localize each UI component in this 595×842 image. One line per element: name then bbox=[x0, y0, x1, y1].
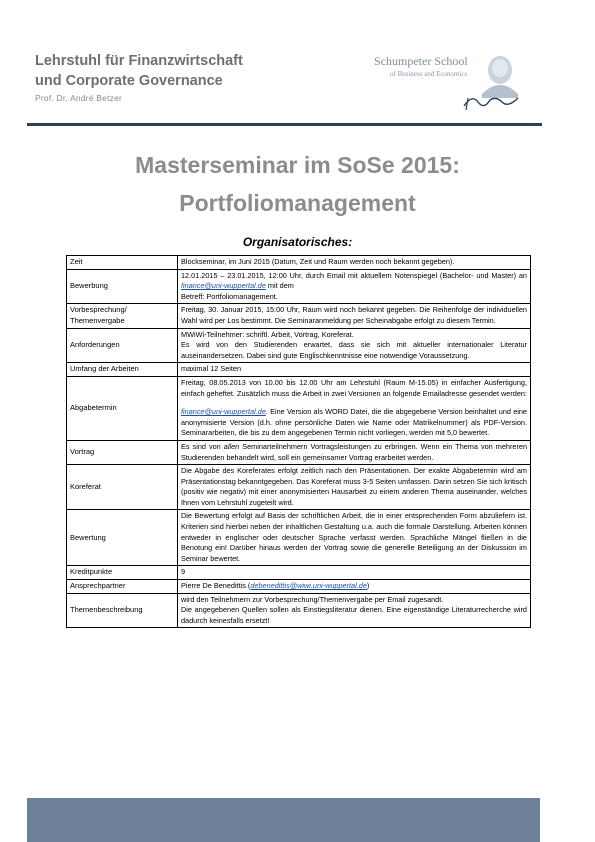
row-label: Umfang der Arbeiten bbox=[67, 363, 178, 377]
row-value bbox=[178, 440, 531, 464]
row-label: Zeit bbox=[67, 256, 178, 270]
contact-name: Pierre De Benedittis ( bbox=[181, 581, 251, 591]
table-row bbox=[67, 376, 531, 440]
header-divider bbox=[27, 123, 542, 126]
contact-email-link[interactable]: debenedittis@wiwi.uni-wuppertal.de bbox=[250, 581, 367, 591]
section-heading: Organisatorisches: bbox=[242, 235, 353, 249]
document-title-line1: Masterseminar im SoSe 2015: bbox=[135, 152, 460, 178]
row-value: maximal 12 Seiten bbox=[178, 363, 531, 377]
table-row bbox=[67, 465, 531, 510]
chair-name-line1: Lehrstuhl für Finanzwirtschaft bbox=[35, 53, 243, 69]
portrait-signature-icon bbox=[460, 50, 524, 112]
document-title-line2: Portfoliomanagement bbox=[179, 190, 416, 216]
row-value bbox=[178, 328, 531, 363]
row-label: Kreditpunkte bbox=[67, 566, 178, 580]
logo-wordmark: Schumpeter School bbox=[374, 54, 468, 68]
organisation-table bbox=[66, 255, 531, 628]
contact-close: ) bbox=[366, 581, 370, 591]
application-subject: Betreff: Portfoliomanagement. bbox=[181, 291, 278, 301]
row-value: Die Bewertung erfolgt auf Basis der schriftlichen Arbeit, die in einer entsprechenden Form abzuliefern ist. Kriterien sind hierbei neben der inhaltlichen Gestaltung u.a. auch die formale Darstellung. Arbeiten können entweder in englischer oder deutscher Sprache verfasst werden. Sprachliche Mängel fließen in die Benotung ein! Darüber hinaus werden der Vortrag sowie die generelle Beteiligung an der Diskussion im Seminar bewertet. bbox=[178, 510, 531, 566]
application-text: 12.01.2015 – 23.01.2015, 12:00 Uhr, durch Email mit aktuellem Notenspiegel (Bachelor- und Master) an bbox=[181, 270, 527, 280]
deadline-email-link[interactable]: finance@uni-wuppertal.de bbox=[181, 407, 266, 417]
row-value: 9 bbox=[178, 566, 531, 580]
footer-band bbox=[27, 798, 540, 842]
application-email-link[interactable]: finance@uni-wuppertal.de bbox=[181, 281, 266, 291]
row-label: Bewerbung bbox=[67, 269, 178, 304]
row-value bbox=[178, 376, 531, 440]
table-row bbox=[67, 256, 531, 270]
row-label: Anforderungen bbox=[67, 328, 178, 363]
talk-emphasis: allen bbox=[223, 441, 240, 451]
row-label: Koreferat bbox=[67, 465, 178, 510]
table-row bbox=[67, 510, 531, 566]
talk-text-pre: Es sind von bbox=[181, 441, 224, 451]
professor-name: Prof. Dr. André Betzer bbox=[35, 93, 123, 103]
table-row bbox=[67, 269, 531, 304]
schumpeter-school-logo bbox=[374, 50, 524, 112]
row-label: Bewertung bbox=[67, 510, 178, 566]
row-label: Ansprechpartner bbox=[67, 580, 178, 594]
table-row bbox=[67, 566, 531, 580]
chair-header bbox=[35, 51, 243, 103]
row-label: Themenbeschreibung bbox=[67, 593, 178, 628]
logo-subline: of Business and Economics bbox=[390, 70, 468, 78]
deadline-para2: . Eine Version als WORD Datei, die die abgegebene Version beinhaltet und eine anonymisierte Version (d.h. ohne persönliche Daten wie Name oder Matrikelnummer) als PDF-Version. Seminararbeiten, die bis zu dem angegebenen Termin nicht vorliegen, werden mit 5,0 bewertet. bbox=[181, 407, 527, 438]
talk-text-post: Seminarteilnehmern Vortragsleistungen zu erbringen. Wenn ein Thema von mehreren Studierenden behandelt wird, soll ein gemeinsamer Vortrag erarbeitet werden. bbox=[181, 441, 527, 462]
row-label: Vorbesprechung/ Themenvergabe bbox=[67, 304, 178, 328]
row-label: Vortrag bbox=[67, 440, 178, 464]
table-row bbox=[67, 328, 531, 363]
table-row bbox=[67, 363, 531, 377]
row-value bbox=[178, 593, 531, 628]
table-row bbox=[67, 440, 531, 464]
row-label: Abgabetermin bbox=[67, 376, 178, 440]
topics-line2: Die angegebenen Quellen sollen als Einstiegsliteratur dienen. Eine eigenständige Literaturrecherche wird dadurch keinesfalls ersetzt! bbox=[181, 605, 527, 625]
requirements-line2: Es wird von den Studierenden erwartet, dass sie sich mit aktueller internationaler Literatur auseinandersetzen. Dabei sind gute Englischkenntnisse eine notwendige Voraussetzung. bbox=[181, 340, 527, 360]
topics-line1: wird den Teilnehmern zur Vorbesprechung/Themenvergabe per Email zugesandt. bbox=[181, 594, 444, 604]
table-row bbox=[67, 580, 531, 594]
requirements-line1: MWiWi-Teilnehmer: schriftl. Arbeit, Vortrag, Koreferat. bbox=[181, 329, 354, 339]
row-value: Blockseminar, im Juni 2015 (Datum, Zeit und Raum werden noch bekannt gegeben). bbox=[178, 256, 531, 270]
row-value bbox=[178, 269, 531, 304]
table-row bbox=[67, 593, 531, 628]
table-row bbox=[67, 304, 531, 328]
chair-name-line2: und Corporate Governance bbox=[35, 73, 223, 89]
deadline-para1: Freitag, 08.05.2013 von 10.00 bis 12.00 Uhr am Lehrstuhl (Raum M-15.05) in einfacher Ausfertigung, einfach geheftet. Zusätzlich muss die Arbeit in zwei Versionen an folgende Emailadresse gesendet werden: bbox=[181, 377, 527, 398]
application-text-end: mit dem bbox=[265, 281, 294, 291]
row-value: Freitag, 30. Januar 2015, 15:00 Uhr, Raum wird noch bekannt gegeben. Die Reihenfolge der individuellen Wahl wird per Los bestimmt. Die Seminaranmeldung per Scheinabgabe erfolgt zu diesem Termin. bbox=[178, 304, 531, 328]
row-value: Die Abgabe des Koreferates erfolgt zeitlich nach den Präsentationen. Der exakte Abgabetermin wird am Präsentationstag bekanntgegeben. Das Koreferat muss 3-5 Seiten umfassen. Darin setzen Sie sich kritisch (positiv wie negativ) mit einer anonymisierten Hausarbeit zu einem anderen Thema auseinander, welches Ihnen vom Lehrstuhl zugeteilt wird. bbox=[178, 465, 531, 510]
row-value bbox=[178, 580, 531, 594]
